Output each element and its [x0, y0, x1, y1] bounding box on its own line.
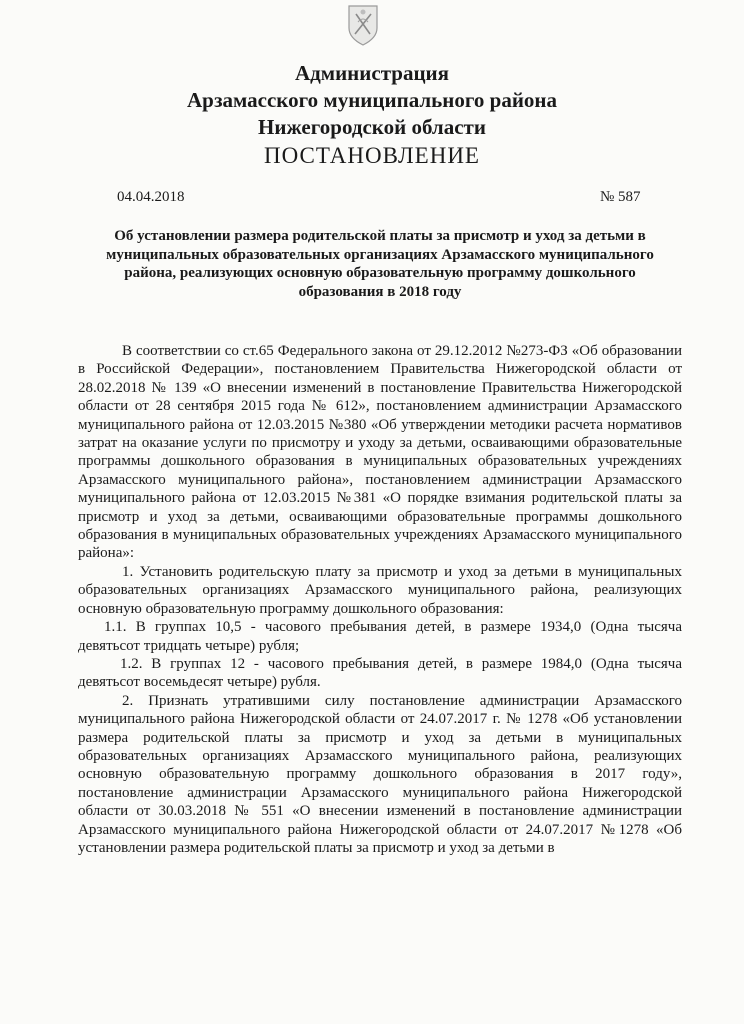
document-body	[78, 342, 682, 857]
clause-2: 2. Признать утратившими силу постановление администрации Арзамасского муниципального района Нижегородской области от 24.07.2017 г. № 1278 «Об установлении размера родительской платы за присмотр и уход за детьми в муниципальных образовательных организациях Арзамасского муниципального района, реализующих основную образовательную программу дошкольного образования в 2017 году», постановление администрации Арзамасского муниципального района Нижегородской области от 30.03.2018 № 551 «О внесении изменений в постановление администрации Арзамасского муниципального района Нижегородской области от 24.07.2017 №1278 «Об установлении размера родительской платы за присмотр и уход за детьми в	[78, 692, 682, 856]
document-number: № 587	[600, 189, 641, 205]
preamble-paragraph: В соответствии со ст.65 Федерального закона от 29.12.2012 №273-ФЗ «Об образовании в Российской Федерации», постановлением Правительства Нижегородской области от 28.02.2018 № 139 «О внесении изменений в постановление Правительства Нижегородской области от 28 сентября 2015 года № 612», постановлением администрации Арзамасского муниципального района от 12.03.2015 №380 «Об утверждении методики расчета нормативов затрат на оказание услуги по присмотру и уходу за детьми, осваивающими образовательные программы дошкольного образования в муниципальных образовательных учреждениях Арзамасского муниципального района», постановлением администрации Арзамасского муниципального района от 12.03.2015 №381 «О порядке взимания родительской платы за присмотр и уход за детьми, осваивающими образовательные программы дошкольного образования в муниципальных образовательных учреждениях Арзамасского муниципального района»:	[78, 343, 682, 562]
clause-1: 1. Установить родительскую плату за присмотр и уход за детьми в муниципальных образовательных организациях Арзамасского муниципального района, реализующих основную образовательную программу дошкольного образования:	[78, 563, 682, 617]
clause-1-2: 1.2. В группах 12 - часового пребывания детей, в размере 1984,0 (Одна тысяча девятьсот восемьдесят четыре) рубля.	[78, 655, 682, 691]
issuer-line-3: Нижегородской области	[258, 115, 486, 139]
issuer-line-2: Арзамасского муниципального района	[186, 88, 558, 112]
clause-1-1: 1.1. В группах 10,5 - часового пребывания детей, в размере 1934,0 (Одна тысяча девятьсот тридцать четыре) рубля;	[78, 619, 682, 654]
document-type: ПОСТАНОВЛЕНИЕ	[264, 143, 480, 168]
document-subject: Об установлении размера родительской платы за присмотр и уход за детьми в муниципальных образовательных организациях Арзамасского муниципального района, реализующих основную образовательную программу дошкольного образования в 2018 году	[106, 228, 654, 300]
document-date: 04.04.2018	[117, 189, 185, 205]
document-header	[0, 60, 744, 171]
coat-of-arms-icon	[347, 4, 379, 46]
issuer-line-1: Администрация	[294, 61, 450, 85]
